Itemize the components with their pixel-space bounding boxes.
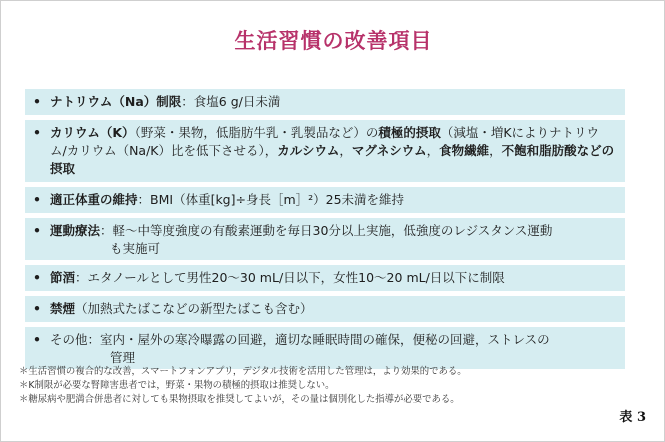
footnote: ＊糖尿病や肥満合併患者に対しても果物摂取を推奨してよいが，その量は個別化した指導が必要である。 bbox=[19, 394, 460, 405]
item-smoking bbox=[25, 296, 625, 322]
item-text: 運動療法：軽～中等度強度の有酸素運動を毎日30分以上実施，低強度のレジスタンス運動 bbox=[50, 223, 553, 238]
item-sodium bbox=[25, 89, 625, 115]
item-text: 適正体重の維持：BMI（体重[kg]÷身長［m］²）25未満を維持 bbox=[50, 192, 405, 207]
footnote: ＊生活習慣の複合的な改善，スマートフォンアプリ，デジタル技術を活用した管理は，より効果的である。 bbox=[19, 366, 467, 377]
bullet-icon: • bbox=[33, 192, 41, 207]
asterisk-mark: ＊ bbox=[19, 366, 29, 377]
bullet-icon: • bbox=[33, 94, 41, 109]
item-weight bbox=[25, 187, 625, 213]
item-other bbox=[25, 327, 625, 369]
item-text: 節酒：エタノールとして男性20～30 mL/日以下，女性10～20 mL/日以下に制限 bbox=[50, 270, 505, 285]
item-potassium bbox=[25, 120, 625, 182]
asterisk-mark: ＊ bbox=[19, 380, 29, 391]
bullet-icon: • bbox=[33, 332, 41, 347]
asterisk-mark: ＊ bbox=[19, 394, 29, 405]
footnotes bbox=[19, 365, 467, 407]
item-text: その他：室内・屋外の寒冷曝露の回避，適切な睡眠時間の確保，便秘の回避，ストレスの bbox=[50, 332, 550, 347]
bullet-icon: • bbox=[33, 270, 41, 285]
item-text: カリウム（K）（野菜・果物，低脂肪牛乳・乳製品など）の積極的摂取（減塩・増Kによりナトリウム/カリウム（Na/K）比を低下させる），カルシウム，マグネシウム，食物繊維，不飽和脂肪酸などの摂取 bbox=[50, 125, 615, 176]
item-exercise bbox=[25, 218, 625, 260]
item-text: ナトリウム（Na）制限：食塩6 g/日未満 bbox=[50, 94, 281, 109]
item-text: 禁煙（加熱式たばこなどの新型たばこも含む） bbox=[50, 301, 313, 316]
footnote: ＊K制限が必要な腎障害患者では，野菜・果物の積極的摂取は推奨しない。 bbox=[19, 380, 335, 391]
bullet-icon: • bbox=[33, 223, 41, 238]
bullet-icon: • bbox=[33, 125, 41, 140]
item-alcohol bbox=[25, 265, 625, 291]
item-text-cont: 管理 bbox=[110, 350, 136, 365]
figure-label: 表 3 bbox=[619, 410, 646, 425]
bullet-icon: • bbox=[33, 301, 41, 316]
item-text-cont: も実施可 bbox=[110, 241, 161, 256]
page-title: 生活習慣の改善項目 bbox=[234, 29, 433, 53]
